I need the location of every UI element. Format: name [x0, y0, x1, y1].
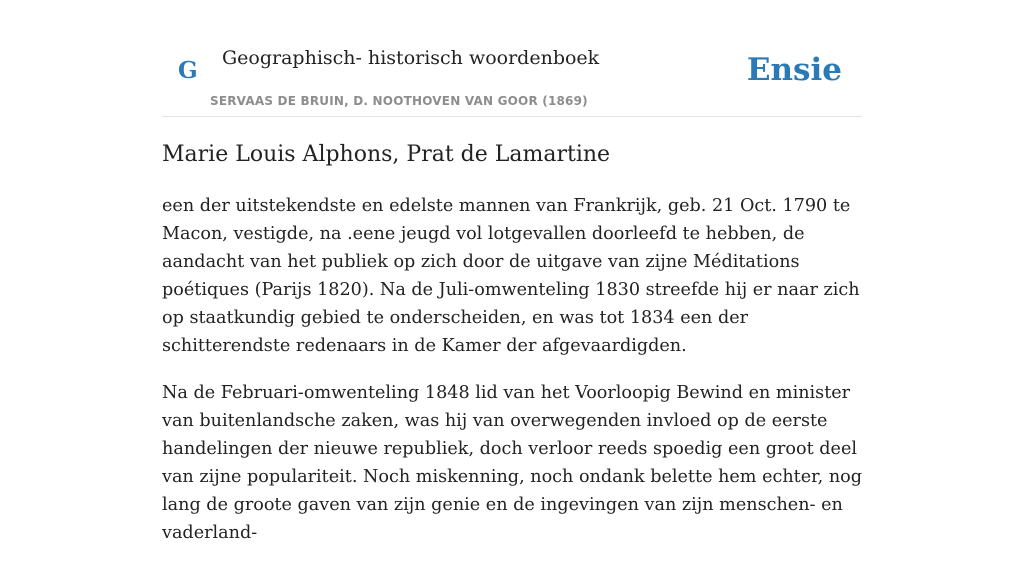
book-authors: SERVAAS DE BRUIN, D. NOOTHOVEN VAN GOOR (1869): [210, 94, 588, 108]
entry-paragraph: een der uitstekendste en edelste mannen van Frankrijk, geb. 21 Oct. 1790 te Macon, vestigde, na .eene jeugd vol lotgevallen doorleefd te hebben, de aandacht van het publiek op zich door de uitgave van zijne Méditations poétiques (Parijs 1820). Na de Juli-omwenteling 1830 streefde hij er naar zich op staatkundig gebied te onderscheiden, en was tot 1834 een der schitterendste redenaars in de Kamer der afgevaardigden.: [162, 196, 860, 356]
ensie-logo[interactable]: Ensie: [746, 52, 842, 88]
letter-index-icon[interactable]: G: [178, 57, 198, 84]
entry-title: Marie Louis Alphons, Prat de Lamartine: [162, 142, 611, 167]
entry-paragraph: Na de Februari-omwenteling 1848 lid van het Voorloopig Bewind en minister van buitenlandsche zaken, was hij van overwegenden invloed op de eerste handelingen der nieuwe republiek, doch verloor reeds spoedig een groot deel van zijne populariteit. Noch miskenning, noch ondank belette hem echter, nog lang de groote gaven van zijn genie en de ingevingen van zijn menschen- en vaderland-: [162, 383, 863, 543]
book-header: [162, 0, 862, 117]
book-title[interactable]: Geographisch- historisch woordenboek: [222, 47, 600, 69]
entry-body: [162, 192, 862, 566]
